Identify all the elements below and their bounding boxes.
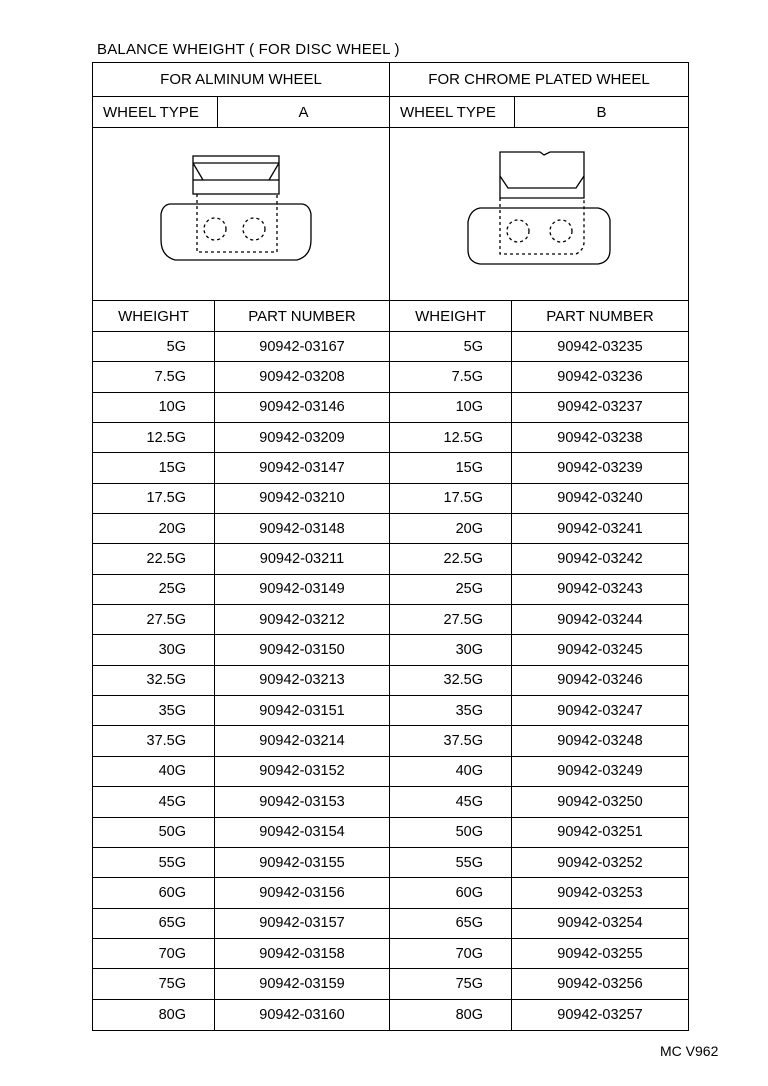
weight-cell: 27.5G: [390, 605, 512, 634]
part-number-cell: 90942-03236: [557, 369, 643, 386]
table-row: [93, 635, 389, 665]
table-row: [390, 818, 688, 848]
table-row: [93, 696, 389, 726]
weight-cell: 20G: [93, 514, 215, 543]
part-number-cell: 90942-03151: [259, 702, 345, 719]
weight-cell: 75G: [93, 969, 215, 998]
balance-weight-a-icon: [93, 128, 389, 300]
part-number-cell: 90942-03152: [259, 763, 345, 780]
part-number-cell: 90942-03243: [557, 581, 643, 598]
chrome-column-header: [390, 301, 688, 332]
weight-cell: 35G: [390, 696, 512, 725]
part-number-cell: 90942-03244: [557, 611, 643, 628]
table-row: [390, 1000, 688, 1030]
part-number-cell: 90942-03160: [259, 1006, 345, 1023]
table-row: [390, 605, 688, 635]
weight-cell: 40G: [93, 757, 215, 786]
part-number-cell: 90942-03153: [259, 793, 345, 810]
part-number-cell: 90942-03242: [557, 551, 643, 568]
weight-cell: 55G: [93, 848, 215, 877]
part-number-cell: 90942-03209: [259, 429, 345, 446]
weight-cell: 22.5G: [93, 544, 215, 573]
table-row: [93, 362, 389, 392]
weight-cell: 45G: [93, 787, 215, 816]
table-row: [390, 575, 688, 605]
part-number-cell: 90942-03255: [557, 945, 643, 962]
part-number-cell: 90942-03247: [557, 702, 643, 719]
weight-cell: 37.5G: [390, 726, 512, 755]
weight-cell: 7.5G: [93, 362, 215, 391]
weight-cell: 37.5G: [93, 726, 215, 755]
wheel-type-label: WHEEL TYPE: [390, 97, 515, 127]
weight-cell: 12.5G: [390, 423, 512, 452]
weight-cell: 20G: [390, 514, 512, 543]
wheel-type-row: [390, 97, 688, 128]
table-row: [390, 362, 688, 392]
weight-cell: 80G: [390, 1000, 512, 1030]
part-number-cell: 90942-03150: [259, 642, 345, 659]
weight-cell: 50G: [390, 818, 512, 847]
table-row: [93, 757, 389, 787]
table-row: [390, 423, 688, 453]
part-number-cell: 90942-03239: [557, 460, 643, 477]
weight-cell: 15G: [93, 453, 215, 482]
part-number-cell: 90942-03237: [557, 399, 643, 416]
table-row: [390, 969, 688, 999]
part-number-cell: 90942-03245: [557, 642, 643, 659]
table-row: [93, 939, 389, 969]
part-number-cell: 90942-03248: [557, 733, 643, 750]
table-row: [390, 848, 688, 878]
table-row: [93, 726, 389, 756]
aluminum-parts-table: [93, 332, 389, 1030]
table-row: [93, 393, 389, 423]
weight-cell: 5G: [93, 332, 215, 361]
weight-cell: 65G: [390, 909, 512, 938]
part-number-cell: 90942-03157: [259, 915, 345, 932]
table-row: [390, 332, 688, 362]
weight-column-label: WHEIGHT: [390, 301, 512, 331]
table-row: [390, 514, 688, 544]
weight-type-a-drawing: [93, 128, 389, 301]
weight-cell: 45G: [390, 787, 512, 816]
weight-cell: 60G: [390, 878, 512, 907]
part-number-cell: 90942-03254: [557, 915, 643, 932]
table-row: [93, 332, 389, 362]
weight-cell: 70G: [390, 939, 512, 968]
weight-cell: 7.5G: [390, 362, 512, 391]
part-number-cell: 90942-03251: [557, 824, 643, 841]
weight-cell: 35G: [93, 696, 215, 725]
part-number-cell: 90942-03213: [259, 672, 345, 689]
weight-cell: 32.5G: [390, 666, 512, 695]
weight-cell: 70G: [93, 939, 215, 968]
table-row: [390, 939, 688, 969]
table-row: [390, 726, 688, 756]
table-row: [93, 423, 389, 453]
part-number-column-label: PART NUMBER: [248, 307, 356, 325]
part-number-cell: 90942-03208: [259, 369, 345, 386]
part-number-cell: 90942-03250: [557, 793, 643, 810]
part-number-cell: 90942-03211: [259, 551, 345, 568]
part-number-cell: 90942-03253: [557, 884, 643, 901]
wheel-type-row: [93, 97, 389, 128]
table-row: [390, 666, 688, 696]
weight-cell: 60G: [93, 878, 215, 907]
table-row: [390, 393, 688, 423]
part-number-cell: 90942-03154: [259, 824, 345, 841]
drawing-code: MC V962: [660, 1043, 719, 1059]
part-number-cell: 90942-03249: [557, 763, 643, 780]
weight-type-b-drawing: [390, 128, 688, 301]
table-row: [93, 818, 389, 848]
weight-cell: 55G: [390, 848, 512, 877]
weight-cell: 22.5G: [390, 544, 512, 573]
table-row: [390, 544, 688, 574]
part-number-cell: 90942-03146: [259, 399, 345, 416]
table-row: [93, 878, 389, 908]
weight-cell: 10G: [93, 393, 215, 422]
table-row: [93, 666, 389, 696]
table-row: [390, 635, 688, 665]
weight-cell: 12.5G: [93, 423, 215, 452]
table-row: [93, 575, 389, 605]
chrome-wheel-header: FOR CHROME PLATED WHEEL: [390, 63, 688, 97]
table-row: [390, 787, 688, 817]
table-row: [93, 484, 389, 514]
table-row: [93, 969, 389, 999]
table-row: [93, 1000, 389, 1030]
part-number-cell: 90942-03210: [259, 490, 345, 507]
part-number-cell: 90942-03257: [557, 1006, 643, 1023]
part-number-cell: 90942-03212: [259, 611, 345, 628]
part-number-cell: 90942-03155: [259, 854, 345, 871]
weight-cell: 17.5G: [390, 484, 512, 513]
part-number-cell: 90942-03148: [259, 520, 345, 537]
weight-cell: 25G: [93, 575, 215, 604]
weight-cell: 50G: [93, 818, 215, 847]
weight-cell: 10G: [390, 393, 512, 422]
part-number-cell: 90942-03240: [557, 490, 643, 507]
part-number-cell: 90942-03214: [259, 733, 345, 750]
wheel-type-label: WHEEL TYPE: [93, 97, 218, 127]
part-number-cell: 90942-03159: [259, 975, 345, 992]
weight-cell: 17.5G: [93, 484, 215, 513]
table-row: [93, 787, 389, 817]
part-number-cell: 90942-03156: [259, 884, 345, 901]
part-number-cell: 90942-03167: [259, 338, 345, 355]
weight-cell: 30G: [390, 635, 512, 664]
chrome-wheel-panel: [389, 62, 689, 1031]
table-row: [390, 878, 688, 908]
table-row: [390, 484, 688, 514]
table-row: [93, 453, 389, 483]
weight-cell: 5G: [390, 332, 512, 361]
aluminum-column-header: [93, 301, 389, 332]
part-number-cell: 90942-03252: [557, 854, 643, 871]
table-row: [390, 909, 688, 939]
part-number-cell: 90942-03246: [557, 672, 643, 689]
weight-cell: 25G: [390, 575, 512, 604]
part-number-cell: 90942-03256: [557, 975, 643, 992]
part-number-cell: 90942-03149: [259, 581, 345, 598]
weight-cell: 30G: [93, 635, 215, 664]
wheel-type-value: B: [596, 103, 607, 121]
weight-cell: 40G: [390, 757, 512, 786]
weight-cell: 32.5G: [93, 666, 215, 695]
table-row: [93, 848, 389, 878]
weight-cell: 65G: [93, 909, 215, 938]
table-row: [390, 453, 688, 483]
document-title: BALANCE WHEIGHT ( FOR DISC WHEEL ): [97, 41, 400, 58]
part-number-cell: 90942-03147: [259, 460, 345, 477]
part-number-cell: 90942-03158: [259, 945, 345, 962]
weight-cell: 27.5G: [93, 605, 215, 634]
table-row: [93, 514, 389, 544]
weight-cell: 75G: [390, 969, 512, 998]
chrome-parts-table: [390, 332, 688, 1030]
part-number-cell: 90942-03238: [557, 429, 643, 446]
wheel-type-value: A: [298, 103, 309, 121]
weight-column-label: WHEIGHT: [93, 301, 215, 331]
balance-weight-b-icon: [390, 128, 688, 300]
part-number-cell: 90942-03241: [557, 520, 643, 537]
weight-cell: 15G: [390, 453, 512, 482]
table-row: [390, 696, 688, 726]
table-row: [93, 544, 389, 574]
part-number-column-label: PART NUMBER: [546, 307, 654, 325]
table-row: [93, 909, 389, 939]
weight-cell: 80G: [93, 1000, 215, 1030]
aluminum-wheel-header: FOR ALMINUM WHEEL: [93, 63, 389, 97]
aluminum-wheel-panel: [92, 62, 390, 1031]
table-row: [93, 605, 389, 635]
table-row: [390, 757, 688, 787]
part-number-cell: 90942-03235: [557, 338, 643, 355]
